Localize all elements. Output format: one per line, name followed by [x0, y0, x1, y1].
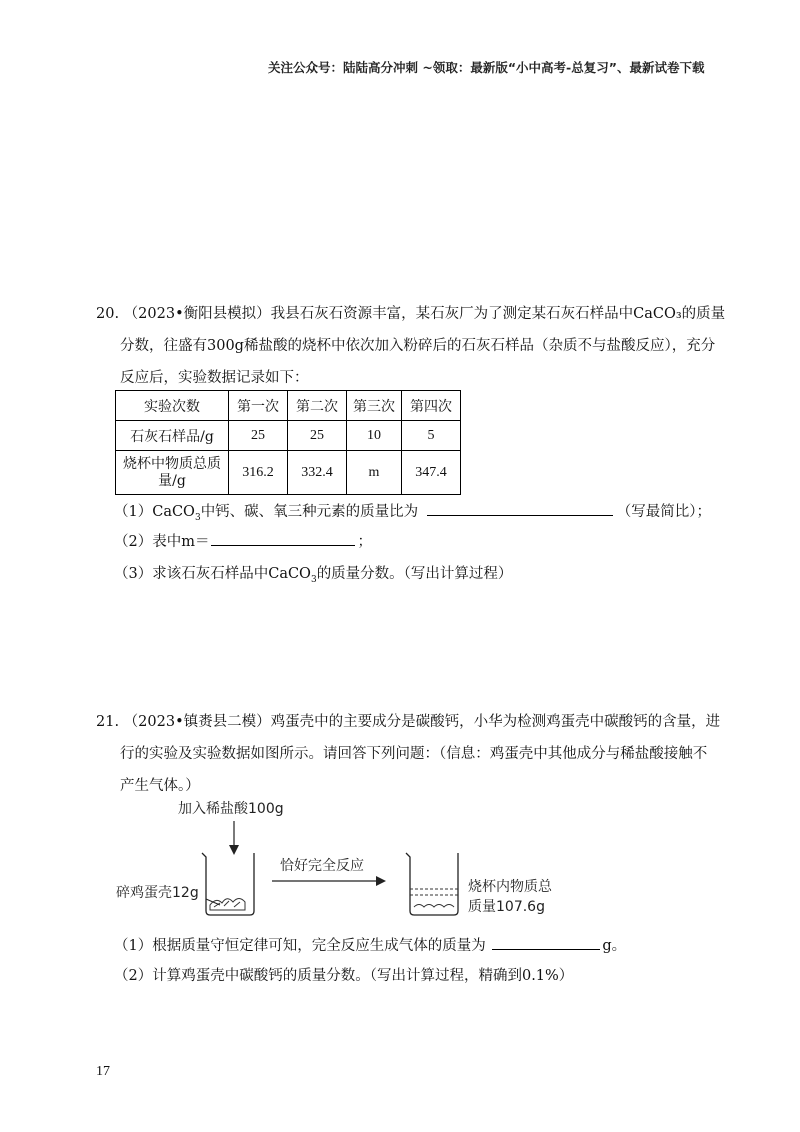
q20-sub3: [114, 562, 512, 585]
q20-sub3-post: 的质量分数。（写出计算过程）: [316, 566, 513, 582]
q21-line2: 行的实验及实验数据如图所示。请回答下列问题：（信息：鸡蛋壳中其他成分与稀盐酸接触不: [120, 746, 708, 762]
beaker-right-icon: [406, 853, 458, 915]
table-cell: 5: [402, 421, 461, 451]
table-cell: 332.4: [288, 451, 347, 495]
add-acid-label: 加入稀盐酸100g: [178, 801, 284, 817]
q21-number: 21.: [96, 714, 120, 730]
beaker-left-icon: [202, 853, 254, 915]
answer-blank[interactable]: [427, 501, 613, 516]
q21-sub1-end: g。: [602, 938, 627, 954]
q20-sub2: [114, 530, 372, 551]
q21-text-1: （2023•镇赉县二模）鸡蛋壳中的主要成分是碳酸钙，小华为检测鸡蛋壳中碳酸钙的含量，进: [123, 714, 721, 730]
q20-sub1: [114, 500, 711, 523]
question-20: [96, 298, 726, 394]
shell-label: 碎鸡蛋壳12g: [116, 885, 199, 901]
table-header: 第一次: [229, 391, 288, 421]
q20-number: 20.: [96, 306, 120, 322]
q20-sub2-pre: （2）表中m＝: [114, 534, 210, 550]
q21-sub2: （2）计算鸡蛋壳中碳酸钙的质量分数。（写出计算过程，精确到0.1%）: [114, 968, 574, 984]
answer-blank[interactable]: [492, 935, 600, 950]
table-cell: m: [347, 451, 402, 495]
row2-label-a: 烧杯中物质总质: [123, 455, 221, 472]
table-row: [116, 421, 461, 451]
down-arrow-icon: [229, 845, 239, 855]
q21-sub1: [114, 934, 626, 955]
answer-blank[interactable]: [211, 531, 355, 546]
row2-label-b: 量/g: [158, 472, 186, 489]
page-number: 17: [96, 1064, 110, 1079]
table-header: 第四次: [402, 391, 461, 421]
q20-sub1-pre: （1）CaCO: [114, 504, 195, 520]
table-header: 实验次数: [116, 391, 229, 421]
q20-sub1-end: （写最简比）；: [616, 504, 712, 520]
subscript-3: 3: [194, 512, 201, 523]
question-21: [96, 706, 721, 802]
q21-sub1-pre: （1）根据质量守恒定律可知，完全反应生成气体的质量为: [114, 938, 486, 954]
q20-line1: [96, 298, 726, 330]
table-cell: 25: [229, 421, 288, 451]
table-cell: 316.2: [229, 451, 288, 495]
table-row: [116, 451, 461, 495]
table-cell: 25: [288, 421, 347, 451]
q20-sub3-pre: （3）求该石灰石样品中CaCO: [114, 566, 311, 582]
q20-line2: 分数，往盛有300g稀盐酸的烧杯中依次加入粉碎后的石灰石样品（杂质不与盐酸反应），充分: [120, 338, 716, 354]
q20-text-1: （2023•衡阳县模拟）我县石灰石资源丰富，某石灰厂为了测定某石灰石样品中CaCO₃的质量: [123, 306, 726, 322]
table-header: 第三次: [347, 391, 402, 421]
table-row-label: 石灰石样品/g: [116, 421, 229, 451]
q20-sub2-end: ；: [357, 534, 372, 550]
right-arrow-icon: [376, 876, 386, 886]
q21-line3: 产生气体。）: [120, 778, 200, 794]
experiment-table: [115, 390, 461, 495]
page-header: 关注公众号：陆陆高分冲刺 ~领取：最新版“小中高考-总复习”、最新试卷下载: [268, 60, 705, 75]
subscript-3: 3: [310, 574, 317, 585]
table-header-row: [116, 391, 461, 421]
table-cell: 10: [347, 421, 402, 451]
table-header: 第二次: [288, 391, 347, 421]
q20-sub1-post: 中钙、碳、氧三种元素的质量比为: [200, 504, 419, 520]
result-label-a: 烧杯内物质总: [468, 879, 552, 895]
result-label-b: 质量107.6g: [468, 899, 545, 915]
q20-line3: 反应后，实验数据记录如下：: [120, 370, 309, 386]
experiment-diagram: [110, 795, 590, 925]
table-cell: 347.4: [402, 451, 461, 495]
reaction-label: 恰好完全反应: [280, 858, 364, 874]
table-row-label: [116, 451, 229, 495]
q21-line1: [96, 706, 721, 738]
